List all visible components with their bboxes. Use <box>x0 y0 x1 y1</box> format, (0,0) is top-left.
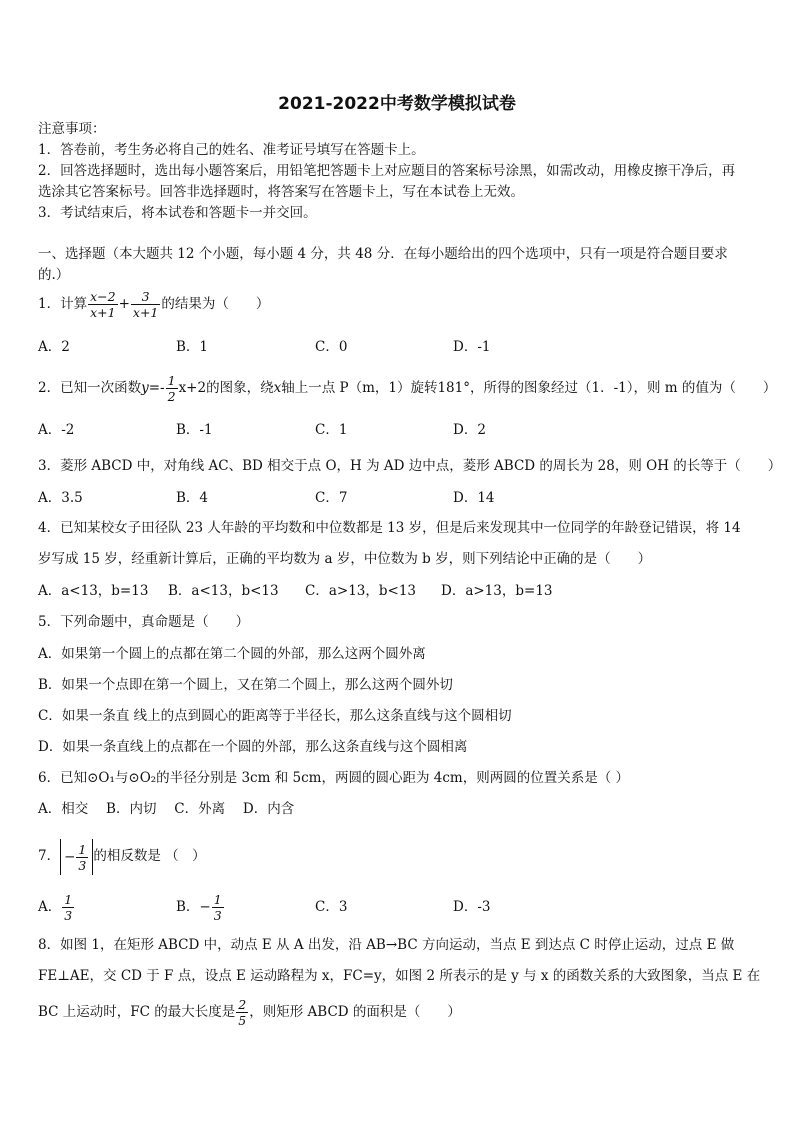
q2-option-d: D．2 <box>453 422 486 438</box>
q8-c-suffix: ，则矩形 ABCD 的面积是（ ） <box>249 1004 461 1020</box>
q4-option-b: B．a<13，b<13 <box>168 583 279 599</box>
note-3: 3．考试结束后，将本试卷和答题卡一并交回。 <box>38 205 317 221</box>
question-8a: 8．如图 1，在矩形 ABCD 中，动点 E 从 A 出发，沿 AB→BC 方向运动，当点 E 到达点 C 时停止运动，过点 E 做 <box>38 937 735 953</box>
question-8c <box>38 995 461 1029</box>
question-3: 3．菱形 ABCD 中，对角线 AC、BD 相交于点 O，H 为 AD 边中点，菱形 ABCD 的周长为 28，则 OH 的长等于（ ） <box>38 458 782 474</box>
q7-f-den: 3 <box>78 857 87 873</box>
question-2 <box>38 371 776 405</box>
q5-option-a: A．如果第一个圆上的点都在第二个圆的外部，那么这两个圆外离 <box>38 646 426 662</box>
q1-option-d: D．-1 <box>453 339 491 355</box>
q1-fraction-2 <box>131 289 160 320</box>
q7-option-a <box>38 890 75 924</box>
q7-absolute-value <box>60 839 93 875</box>
q8-c-prefix: BC 上运动时，FC 的最大长度是 <box>38 1004 236 1020</box>
q8-fraction <box>236 997 248 1028</box>
q7-a-den: 3 <box>64 908 73 923</box>
q3-option-c: C．7 <box>315 490 348 506</box>
q5-option-c: C．如果一条直 线上的点到圆心的距离等于半径长，那么这条直线与这个圆相切 <box>38 708 512 724</box>
q7-option-d: D．-3 <box>453 899 491 915</box>
q1-f2-den: x+1 <box>132 305 159 320</box>
q7-minus: − <box>64 848 76 865</box>
q1-f1-num: x−2 <box>90 289 116 304</box>
q1-option-c: C．0 <box>315 339 348 355</box>
q2-fraction <box>166 373 178 404</box>
q4-option-a: A．a<13，b=13 <box>38 583 149 599</box>
q1-plus: + <box>118 296 130 312</box>
q1-option-a: A．2 <box>38 339 70 355</box>
q2-var-y: y <box>141 380 149 396</box>
notes-heading: 注意事项： <box>38 121 106 137</box>
q8-f-num: 2 <box>238 997 247 1012</box>
q2-option-c: C．1 <box>315 422 348 438</box>
q8-f-den: 5 <box>238 1013 247 1028</box>
question-4b: 岁写成 15 岁，经重新计算后，正确的平均数为 a 岁，中位数为 b 岁，则下列结论中正确的是（ ） <box>38 551 652 567</box>
q7-b-num: 1 <box>213 892 222 907</box>
section-heading-a: 一、选择题（本大题共 12 个小题，每小题 4 分，共 48 分．在每小题给出的四个选项中，只有一项是符合题目要求 <box>38 246 728 262</box>
q2-f-den: 2 <box>167 389 176 404</box>
q1-option-b: B．1 <box>176 339 209 355</box>
note-1: 1．答卷前，考生务必将自己的姓名、准考证号填写在答题卡上。 <box>38 142 425 158</box>
q1-suffix: 的结果为（ ） <box>161 296 270 312</box>
q7-option-b <box>176 890 225 924</box>
q3-option-d: D．14 <box>453 490 495 506</box>
q2-x2: x+2 <box>178 380 207 396</box>
q7-suffix: 的相反数是 （ ） <box>93 848 206 864</box>
q2-eq: =- <box>148 380 165 396</box>
section-heading-b: 的.） <box>38 267 70 283</box>
q2-mid: 的图象，绕 <box>206 380 274 396</box>
q1-f1-den: x+1 <box>90 305 116 320</box>
q4-option-c: C．a>13，b<13 <box>305 583 416 599</box>
question-8b: FE⊥AE，交 CD 于 F 点，设点 E 运动路程为 x，FC=y，如图 2 所表示的是 y 与 x 的函数关系的大致图象，当点 E 在 <box>38 968 761 984</box>
q5-option-b: B．如果一个点即在第一个圆上，又在第二个圆上，那么这两个圆外切 <box>38 677 453 693</box>
q7-option-b-label: B．− <box>176 899 211 915</box>
q7-b-den: 3 <box>213 908 222 923</box>
q3-option-a: A．3.5 <box>38 490 83 506</box>
q2-option-b: B．-1 <box>176 422 213 438</box>
q7-fraction <box>76 842 88 873</box>
q3-option-b: B．4 <box>176 490 209 506</box>
q6-options: A．相交 B．内切 C．外离 D．内含 <box>38 801 295 817</box>
note-2a: 2．回答选择题时，选出每小题答案后，用铅笔把答题卡上对应题目的答案标号涂黑，如需改动，用橡皮擦干净后，再 <box>38 163 736 179</box>
q2-prefix: 2．已知一次函数 <box>38 380 142 396</box>
question-1 <box>38 287 269 321</box>
q4-option-d: D．a>13，b=13 <box>441 583 553 599</box>
question-4a: 4．已知某校女子田径队 23 人年龄的平均数和中位数都是 13 岁，但是后来发现其中一位同学的年龄登记错误，将 14 <box>38 520 741 536</box>
q1-f2-num: 3 <box>131 289 160 305</box>
q2-var-x: x <box>273 380 282 396</box>
q7-option-c: C．3 <box>315 899 348 915</box>
question-6: 6．已知⊙O₁与⊙O₂的半径分别是 3cm 和 5cm，两圆的圆心距为 4cm，则两圆的位置关系是（ ） <box>38 770 629 786</box>
question-5: 5．下列命题中，真命题是（ ） <box>38 614 250 630</box>
q7-a-num: 1 <box>64 892 73 907</box>
page-title: 2021-2022中考数学模拟试卷 <box>278 94 516 114</box>
q7-option-b-fraction <box>212 892 224 923</box>
q7-option-a-label: A． <box>38 899 62 915</box>
q5-option-d: D．如果一条直线上的点都在一个圆的外部，那么这条直线与这个圆相离 <box>38 739 468 755</box>
q7-option-a-fraction <box>62 892 74 923</box>
q7-prefix: 7． <box>38 848 61 864</box>
q1-prefix: 1．计算 <box>38 296 88 312</box>
note-2b: 选涂其它答案标号。回答非选择题时，将答案写在答题卡上，写在本试卷上无效。 <box>38 184 524 200</box>
q7-f-num: 1 <box>78 841 87 857</box>
q2-rest: 轴上一点 P（m，1）旋转181°，所得的图象经过（1．-1），则 m 的值为（ ） <box>281 380 777 396</box>
q1-fraction-1 <box>88 289 117 320</box>
q2-f-num: 1 <box>167 373 176 388</box>
question-7 <box>38 838 206 875</box>
q2-option-a: A．-2 <box>38 422 75 438</box>
